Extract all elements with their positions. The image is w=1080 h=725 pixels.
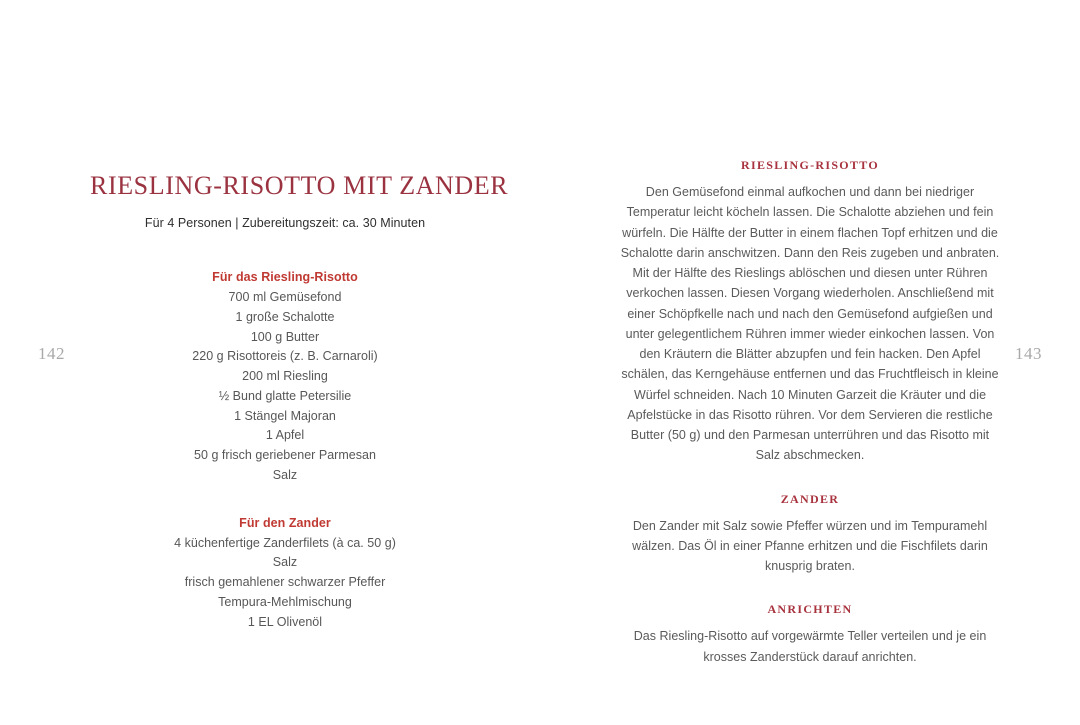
page-number-left: 142 (38, 344, 65, 363)
page-number-right: 143 (1015, 344, 1042, 363)
step-section-anrichten (620, 576, 1000, 667)
list-item: 220 g Risottoreis (z. B. Carnaroli) (192, 349, 378, 364)
right-page-content (620, 0, 1000, 667)
list-item: ½ Bund glatte Petersilie (218, 388, 352, 403)
list-item: 4 küchenfertige Zanderfilets (à ca. 50 g) (174, 535, 396, 550)
list-item: 1 große Schalotte (235, 309, 335, 324)
ingredient-list (90, 288, 480, 486)
list-item: 1 EL Olivenöl (247, 614, 323, 629)
ingredient-list (90, 534, 480, 633)
step-heading: ANRICHTEN (767, 602, 853, 617)
list-item: Salz (272, 467, 298, 482)
step-text: Das Riesling-Risotto auf vorgewärmte Teller verteilen und je ein krosses Zanderstück darauf anrichten. (633, 629, 987, 664)
ingredient-group-risotto (90, 232, 480, 486)
step-section-risotto (620, 0, 1000, 466)
list-item: frisch gemahlener schwarzer Pfeffer (184, 575, 386, 590)
list-item: Tempura-Mehlmischung (218, 594, 352, 609)
list-item: 200 ml Riesling (242, 369, 328, 384)
list-item: Salz (272, 555, 298, 570)
list-item: 100 g Butter (250, 329, 320, 344)
list-item: 1 Stängel Majoran (234, 408, 336, 423)
list-item: 700 ml Gemüsefond (228, 290, 342, 305)
step-text: Den Zander mit Salz sowie Pfeffer würzen und im Tempuramehl wälzen. Das Öl in einer Pfanne erhitzen und die Fischfilets darin knusprig braten. (632, 518, 988, 573)
ingredient-group-heading: Für den Zander (239, 515, 331, 530)
list-item: 50 g frisch geriebener Parmesan (194, 448, 376, 463)
step-heading: ZANDER (780, 491, 840, 506)
step-text: Den Gemüsefond einmal aufkochen und dann bei niedriger Temperatur leicht köcheln lassen. Die Schalotte abziehen und fein würfeln. Die Hälfte der Butter in einem flachen Topf erhitzen und die Schalotte darin anschwitzen. Dann den Reis zugeben und anbraten. Mit der Hälfte des Rieslings ablöschen und diesen unter Rühren verkochen lassen. Diesen Vorgang wiederholen. Anschließend mit einer Schöpfkelle nach und nach den Gemüsefond aufgießen und unter gelegentlichem Rühren immer wieder einkochen lassen. Von den Kräutern die Blätter abzupfen und fein hacken. Den Apfel schälen, das Kerngehäuse entfernen und das Fruchtfleisch in kleine Würfel schneiden. Nach 10 Minuten Garzeit die Kräuter und die Apfelstücke in das Risotto rühren. Vor dem Servieren die restliche Butter (50 g) und den Parmesan unterrühren und das Risotto mit Salz abschmecken. (620, 185, 1000, 463)
step-section-zander (620, 466, 1000, 577)
page-title: RIESLING-RISOTTO MIT ZANDER (90, 171, 509, 200)
step-heading: RIESLING-RISOTTO (741, 158, 879, 172)
right-page (540, 0, 1080, 725)
list-item: 1 Apfel (265, 428, 305, 443)
ingredient-group-heading: Für das Riesling-Risotto (212, 270, 358, 285)
left-page-content (90, 0, 509, 632)
recipe-meta: Für 4 Personen | Zubereitungszeit: ca. 30 Minuten (144, 216, 426, 231)
ingredient-group-zander (90, 486, 480, 633)
